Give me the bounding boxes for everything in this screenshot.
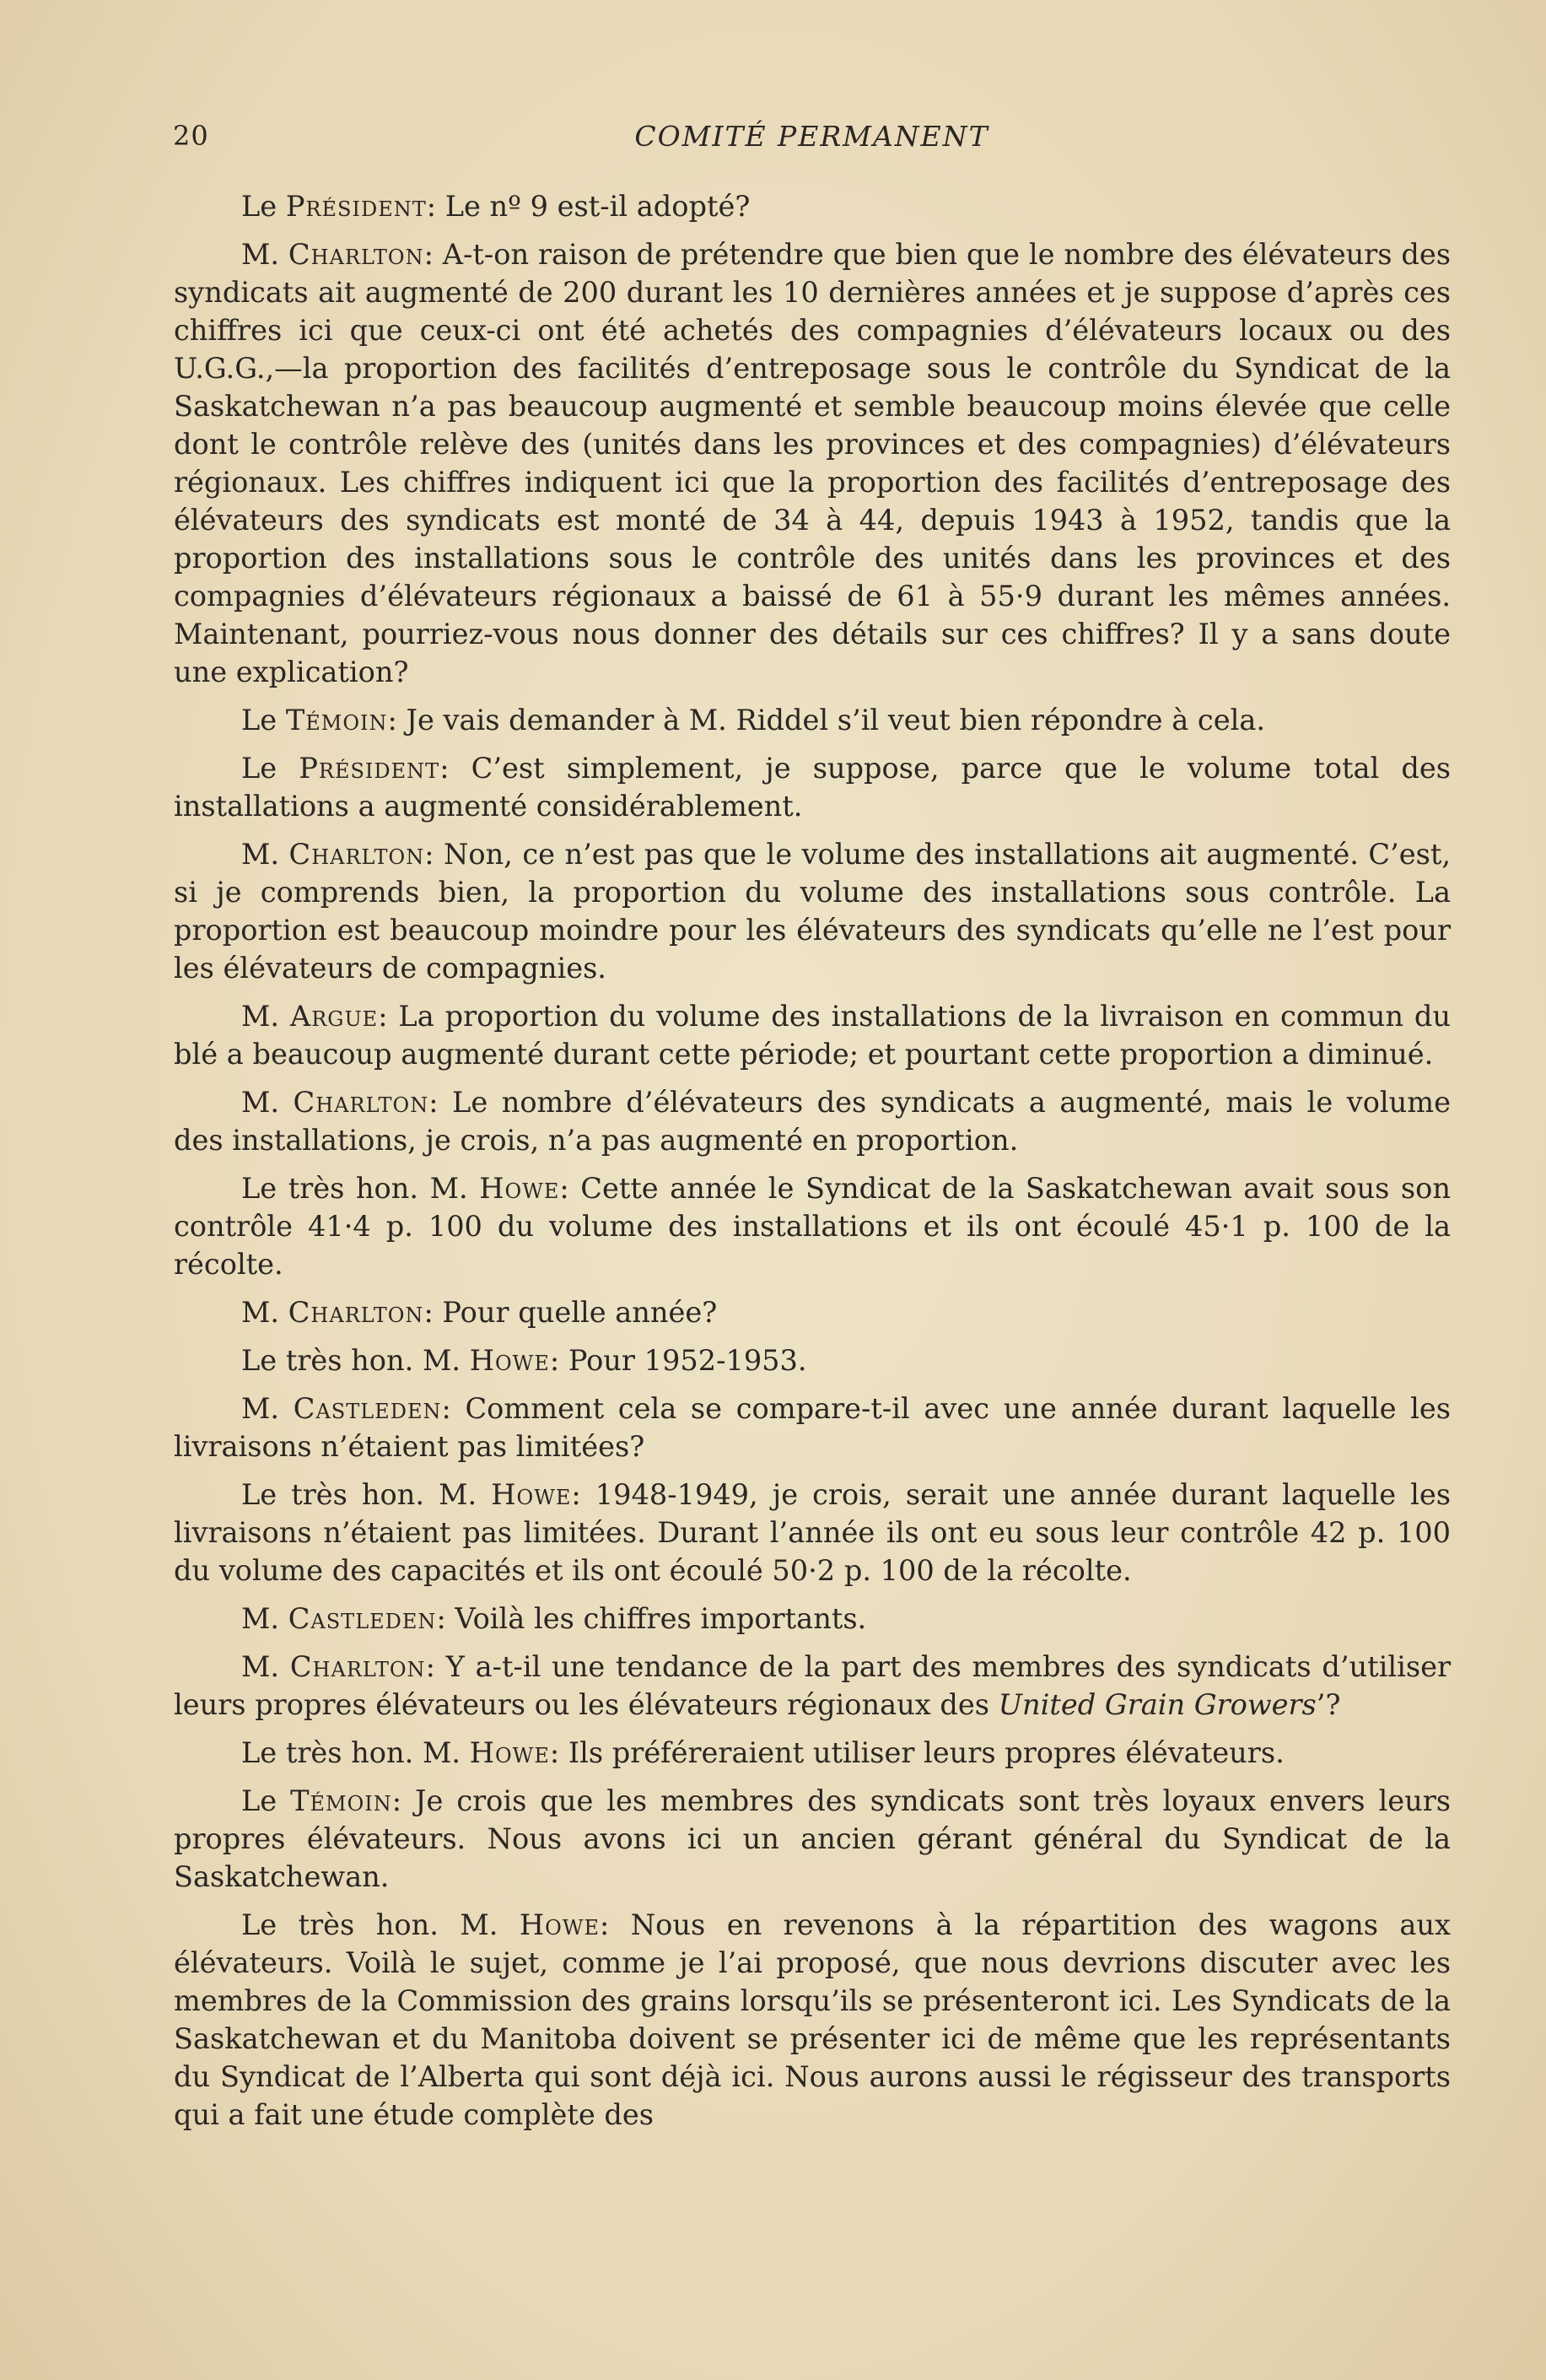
- page-header: [173, 120, 1451, 162]
- paragraph-text: : 1948-1949, je crois, serait une année durant laquelle les livraisons n’étaient pas limitées. Durant l’année ils ont eu sous leur contrôle 42 p. 100 du volume des capacités et ils ont écoulé 50·2 p. 100 de la récolte.: [174, 1478, 1451, 1587]
- speaker-name: Howe: [491, 1478, 572, 1511]
- paragraph: [174, 835, 1451, 987]
- paragraph-text: : Cette année le Syndicat de la Saskatchewan avait sous son contrôle 41·4 p. 100 du volume des installations et ils ont écoulé 45·1 p. 100 de la récolte.: [174, 1172, 1451, 1281]
- paragraph: [174, 1734, 1451, 1772]
- paragraph-text: : Voilà les chiffres importants.: [436, 1602, 867, 1635]
- speaker-name: Charlton: [289, 1650, 426, 1683]
- paragraph: [174, 1906, 1451, 2134]
- speaker-prefix: Le très hon. M.: [241, 1344, 470, 1377]
- paragraph: [174, 749, 1451, 825]
- paragraph: [174, 1169, 1451, 1283]
- paragraph: [174, 701, 1451, 739]
- paragraph-text: : Comment cela se compare-t-il avec une année durant laquelle les livraisons n’étaient pas limitées?: [174, 1392, 1451, 1463]
- paragraph: [174, 997, 1451, 1073]
- speaker-name: Témoin: [285, 704, 388, 737]
- speaker-name: Charlton: [288, 1296, 424, 1329]
- paragraph: [174, 1083, 1451, 1159]
- paragraph: [174, 1293, 1451, 1331]
- paragraph-text: : Le nombre d’élévateurs des syndicats a augmenté, mais le volume des installations, je crois, n’a pas augmenté en proportion.: [174, 1086, 1451, 1157]
- speaker-prefix: Le très hon. M.: [241, 1908, 520, 1941]
- speaker-prefix: Le: [241, 1784, 291, 1817]
- paragraph-text: : Ils préféreraient utiliser leurs propres élévateurs.: [549, 1736, 1285, 1769]
- speaker-prefix: M.: [241, 1086, 294, 1119]
- speaker-prefix: M.: [241, 838, 289, 871]
- speaker-prefix: Le très hon. M.: [241, 1736, 470, 1769]
- speaker-prefix: M.: [241, 1296, 288, 1329]
- paragraph: [174, 1390, 1451, 1465]
- paragraph-text: : C’est simplement, je suppose, parce que le volume total des installations a augmenté considérablement.: [174, 752, 1452, 823]
- paragraph-text: : Je vais demander à M. Riddel s’il veut bien répondre à cela.: [387, 704, 1266, 737]
- speaker-name: Président: [299, 752, 440, 785]
- paragraph: [174, 1600, 1451, 1638]
- speaker-prefix: Le: [241, 704, 286, 737]
- speaker-name: Argue: [289, 1000, 379, 1033]
- speaker-name: Charlton: [293, 1086, 429, 1119]
- speaker-name: Castleden: [288, 1602, 437, 1635]
- speaker-prefix: M.: [241, 238, 288, 271]
- paragraph-text: : Nous en revenons à la répartition des wagons aux élévateurs. Voilà le sujet, comme je l’ai proposé, que nous devrions discuter avec les membres de la Commission des grains lorsqu’ils se présenteront ici. Les Syndicats de la Saskatchewan et du Manitoba doivent se présenter ici de même que les représentants du Syndicat de l’Alberta qui sont déjà ici. Nous aurons aussi le régisseur des transports qui a fait une étude complète des: [174, 1908, 1451, 2131]
- transcript-body: [174, 187, 1451, 2144]
- paragraph-text: : Je crois que les membres des syndicats sont très loyaux envers leurs propres élévateurs. Nous avons ici un ancien gérant général du Syndicat de la Saskatchewan.: [174, 1784, 1451, 1893]
- speaker-name: Howe: [519, 1908, 601, 1941]
- speaker-name: Howe: [469, 1736, 550, 1769]
- speaker-name: Charlton: [288, 238, 424, 271]
- speaker-prefix: M.: [241, 1000, 290, 1033]
- speaker-name: Charlton: [288, 838, 425, 871]
- paragraph: [174, 235, 1451, 691]
- running-title: COMITÉ PERMANENT: [634, 120, 989, 153]
- italic-company-name: United Grain Growers: [998, 1688, 1317, 1721]
- speaker-prefix: Le: [241, 190, 286, 223]
- speaker-prefix: M.: [241, 1392, 294, 1425]
- speaker-prefix: Le très hon. M.: [241, 1478, 492, 1511]
- paragraph: [174, 1476, 1451, 1589]
- paragraph-text: : La proportion du volume des installations de la livraison en commun du blé a beaucoup augmenté durant cette période; et pourtant cette proportion a diminué.: [174, 1000, 1451, 1071]
- paragraph: [174, 1648, 1451, 1724]
- paragraph-text: : Y a-t-il une tendance de la part des membres des syndicats d’utiliser leurs propres élévateurs ou les élévateurs régionaux des: [174, 1650, 1451, 1721]
- speaker-name: Président: [285, 190, 427, 223]
- paragraph: [174, 1782, 1451, 1896]
- paragraph-text-end: ’?: [1316, 1688, 1341, 1721]
- speaker-name: Howe: [479, 1172, 560, 1205]
- speaker-name: Témoin: [290, 1784, 392, 1817]
- paragraph: [174, 187, 1451, 225]
- speaker-prefix: Le: [241, 752, 299, 785]
- paragraph-text: : Pour quelle année?: [423, 1296, 718, 1329]
- paragraph-text: : A-t-on raison de prétendre que bien que le nombre des élévateurs des syndicats ait augmenté de 200 durant les 10 dernières années et je suppose d’après ces chiffres ici que ceux-ci ont été achetés des compagnies d’élévateurs locaux ou des U.G.G.,—la proportion des facilités d’entreposage sous le contrôle du Syndicat de la Saskatchewan n’a pas beaucoup augmenté et semble beaucoup moins élevée que celle dont le contrôle relève des (unités dans les provinces et des compagnies) d’élévateurs régionaux. Les chiffres indiquent ici que la proportion des facilités d’entreposage des élévateurs des syndicats est monté de 34 à 44, depuis 1943 à 1952, tandis que la proportion des installations sous le contrôle des unités dans les provinces et des compagnies d’élévateurs régionaux a baissé de 61 à 55·9 durant les mêmes années. Maintenant, pourriez-vous nous donner des détails sur ces chiffres? Il y a sans doute une explication?: [174, 238, 1451, 688]
- paragraph-text: : Pour 1952-1953.: [549, 1344, 807, 1377]
- speaker-prefix: M.: [241, 1650, 290, 1683]
- speaker-name: Howe: [469, 1344, 550, 1377]
- page-number: 20: [173, 120, 209, 152]
- speaker-prefix: Le très hon. M.: [241, 1172, 480, 1205]
- paragraph-text: : Non, ce n’est pas que le volume des installations ait augmenté. C’est, si je comprends bien, la proportion du volume des installations sous contrôle. La proportion est beaucoup moindre pour les élévateurs des syndicats qu’elle ne l’est pour les élévateurs de compagnies.: [174, 838, 1451, 985]
- speaker-name: Castleden: [293, 1392, 442, 1425]
- paragraph-text: : Le nº 9 est-il adopté?: [426, 190, 751, 223]
- paragraph: [174, 1341, 1451, 1379]
- speaker-prefix: M.: [241, 1602, 288, 1635]
